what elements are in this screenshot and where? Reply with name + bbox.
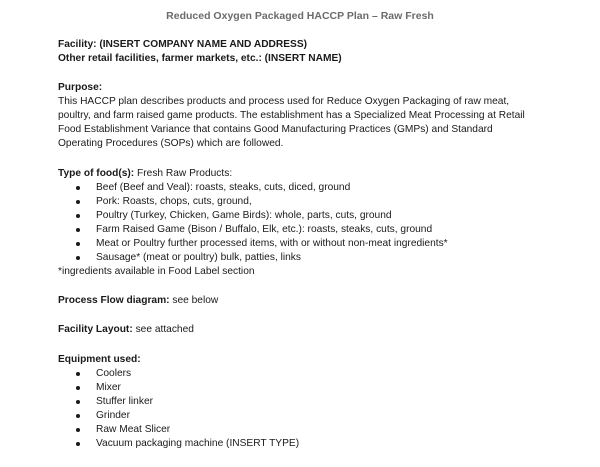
food-type-value: Fresh Raw Products: xyxy=(134,168,233,179)
equipment-heading: Equipment used: xyxy=(58,354,141,365)
purpose-text-line: poultry, and farm raised game products. The establishment has a Specialized Meat Processing at Retail xyxy=(58,110,525,121)
process-flow-label: Process Flow diagram: xyxy=(58,295,170,306)
food-type-label: Type of food(s): xyxy=(58,168,135,179)
bullet-icon xyxy=(76,200,80,204)
document-title: Reduced Oxygen Packaged HACCP Plan – Raw Fresh xyxy=(166,10,434,22)
bullet-icon xyxy=(76,428,80,432)
other-facilities-line: Other retail facilities, farmer markets, etc.: (INSERT NAME) xyxy=(58,53,342,64)
facility-line: Facility: (INSERT COMPANY NAME AND ADDRESS) xyxy=(58,39,308,50)
process-flow-value: see below xyxy=(169,295,219,306)
purpose-text-line: Food Establishment Variance that contains Good Manufacturing Practices (GMPs) and Standard xyxy=(58,124,493,135)
facility-layout-label: Facility Layout: xyxy=(58,324,133,335)
bullet-icon xyxy=(76,214,80,218)
bullet-icon xyxy=(76,256,80,260)
bullet-icon xyxy=(76,400,80,404)
facility-layout-value: see attached xyxy=(132,324,194,335)
food-type-line xyxy=(58,167,232,181)
ingredients-footnote: *ingredients available in Food Label section xyxy=(58,266,255,277)
bullet-icon xyxy=(76,372,80,376)
purpose-heading: Purpose: xyxy=(58,82,103,93)
bullet-icon xyxy=(76,228,80,232)
bullet-icon xyxy=(76,386,80,390)
process-flow-line xyxy=(58,294,218,308)
purpose-text-line: This HACCP plan describes products and process used for Reduce Oxygen Packaging of raw meat, xyxy=(58,96,510,107)
bullet-icon xyxy=(76,186,80,190)
facility-layout-line xyxy=(58,323,194,337)
purpose-text-line: Operating Procedures (SOPs) which are followed. xyxy=(58,138,284,149)
bullet-icon xyxy=(76,242,80,246)
document-page: Reduced Oxygen Packaged HACCP Plan – Raw Fresh Facility: (INSERT COMPANY NAME AND ADDRESS) Other retail facilities, farmer markets, etc.: (INSERT NAME) Purpose: This HACCP plan describes products and process used for Reduce Oxygen Packaging of raw meat, poultry, and farm raised game products. The establishment has a Specialized Meat Processing at Retail Food Establishment Variance that contains Good Manufacturing Practices (GMPs) and Standard Operating Procedures (SOPs) which are followed. Type of food(s): Fresh Raw Products: Beef (Beef and Veal): roasts, steaks, cuts, diced, ground Pork: Roasts, chops, cuts, ground, Poultry (Turkey, Chicken, Game Birds): whole, parts, cuts, ground Farm Raised Game (Bison / Buffalo, Elk, etc.): roasts, steaks, cuts, ground Meat or Poultry further processed items, with or without non-meat ingredients* Sausage* (meat or poultry) bulk, patties, links *ingredients available in Food Label section Process Flow diagram: see below Facility Layout: see attached Equipment used: Coolers Mixer Stuffer linker Grinder Raw Meat Slicer Vacuum packaging machine (INSERT TYPE) xyxy=(0,0,600,467)
bullet-icon xyxy=(76,414,80,418)
bullet-icon xyxy=(76,442,80,446)
